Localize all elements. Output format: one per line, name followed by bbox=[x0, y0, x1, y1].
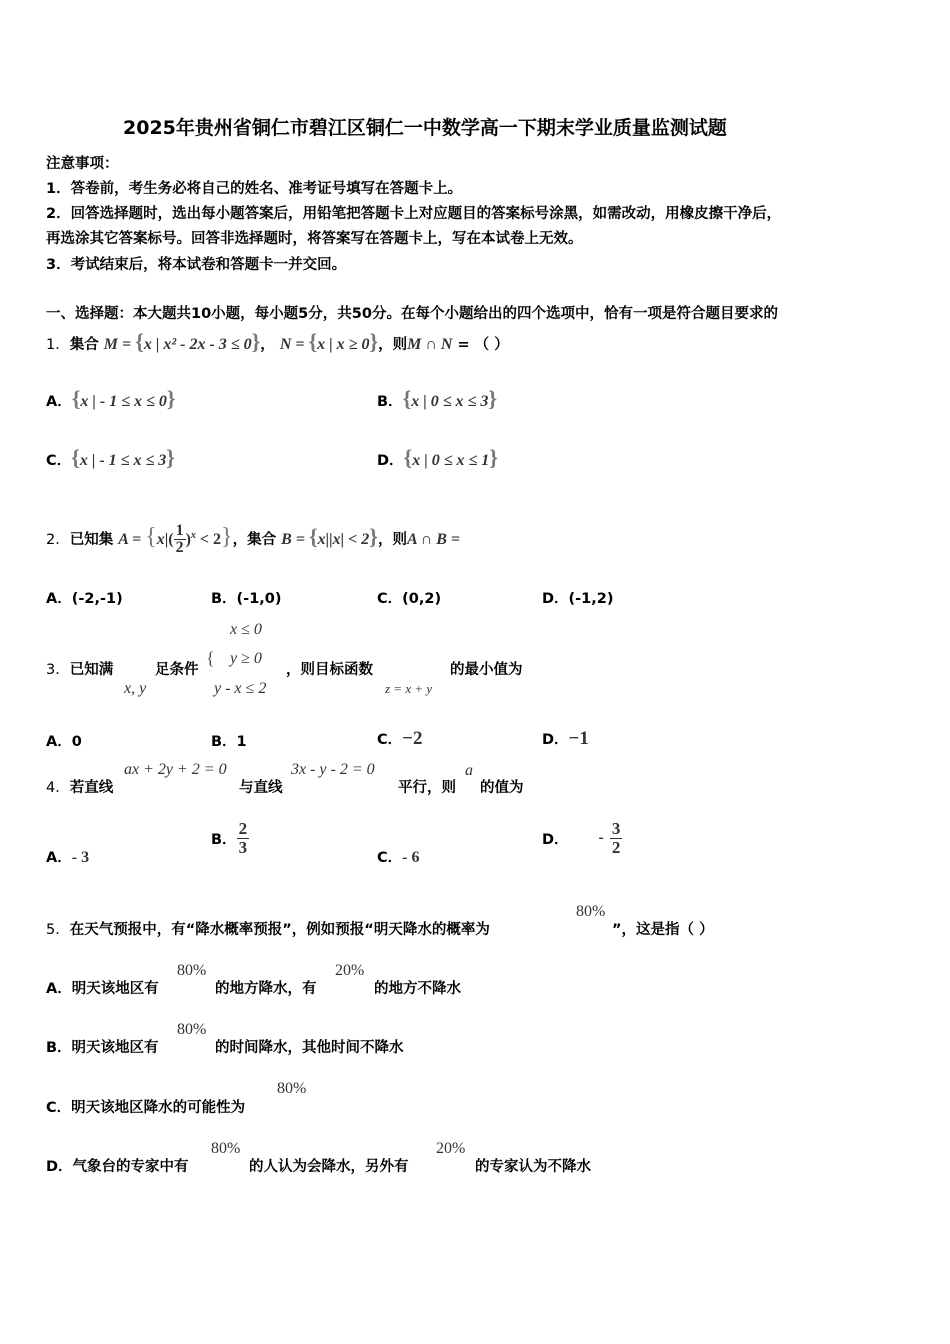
brace: } bbox=[166, 445, 175, 470]
brace: { bbox=[71, 445, 80, 470]
math-M: M = bbox=[103, 336, 136, 353]
option-d[interactable]: D．(-1,2) bbox=[542, 591, 614, 607]
option-label: B． bbox=[377, 394, 403, 410]
page-title: 2025年贵州省铜仁市碧江区铜仁一中数学高一下期末学业质量监测试题 bbox=[123, 117, 727, 139]
comma: ， bbox=[260, 337, 275, 353]
math-set: x | - 1 ≤ x ≤ 3 bbox=[79, 452, 167, 469]
option-c[interactable] bbox=[377, 846, 419, 867]
option-text: 的专家认为不降水 bbox=[475, 1159, 591, 1175]
question-text: 与直线 bbox=[239, 780, 283, 796]
fraction-one-half bbox=[174, 523, 186, 558]
notice-item: 再选涂其它答案标号。回答非选择题时，将答案写在答题卡上，写在本试卷上无效。 bbox=[46, 231, 583, 247]
question-4-text bbox=[46, 776, 113, 797]
brace: { bbox=[145, 523, 157, 550]
option-c[interactable] bbox=[377, 728, 422, 750]
option-d[interactable] bbox=[377, 441, 498, 478]
fraction-denominator: 2 bbox=[175, 539, 184, 557]
fraction-denominator: 3 bbox=[238, 837, 248, 857]
fraction-three-halves bbox=[610, 820, 623, 857]
option-d[interactable]: D．气象台的专家中有 bbox=[46, 1159, 189, 1175]
math-N: N = bbox=[279, 336, 309, 353]
constraint-3: y - x ≤ 2 bbox=[214, 680, 267, 697]
math-set: x | 0 ≤ x ≤ 3 bbox=[411, 393, 489, 410]
notice-item: 1．答卷前，考生务必将自己的姓名、准考证号填写在答题卡上。 bbox=[46, 181, 463, 197]
math-A: A = bbox=[118, 530, 146, 548]
math-minus: - bbox=[598, 829, 604, 847]
option-b[interactable] bbox=[211, 820, 249, 857]
math-value: - 3 bbox=[71, 849, 90, 866]
fraction-numerator: 2 bbox=[238, 819, 248, 838]
brace: } bbox=[369, 523, 378, 549]
option-b[interactable]: B．明天该地区有 bbox=[46, 1040, 159, 1056]
option-a[interactable]: A．明天该地区有 bbox=[46, 981, 159, 997]
question-text: 已知满 bbox=[69, 662, 114, 678]
brace: } bbox=[166, 386, 176, 411]
math-intersection: A ∩ B = bbox=[406, 530, 461, 548]
question-text: 平行，则 bbox=[398, 780, 456, 796]
percent-value: 80% bbox=[177, 1021, 207, 1038]
question-1 bbox=[46, 325, 509, 362]
brace: { bbox=[403, 445, 413, 470]
question-number: 5． bbox=[46, 922, 70, 938]
question-text: ”，这是指（ ） bbox=[612, 922, 714, 938]
constraint-1: x ≤ 0 bbox=[230, 621, 262, 638]
question-text: = （ ） bbox=[452, 337, 509, 353]
brace: } bbox=[251, 329, 261, 354]
brace: { bbox=[71, 386, 81, 411]
math-inequality: < 2 bbox=[195, 530, 222, 548]
percent-value: 80% bbox=[576, 903, 606, 920]
math-exponent: x bbox=[190, 530, 196, 541]
question-number: 4． bbox=[46, 780, 70, 796]
brace: { bbox=[308, 523, 318, 549]
brace: } bbox=[221, 523, 233, 550]
brace: } bbox=[369, 329, 379, 354]
math-x: x bbox=[156, 530, 165, 548]
option-text: 的地方降水，有 bbox=[215, 981, 317, 997]
option-label: D． bbox=[542, 831, 569, 848]
math-value: −2 bbox=[402, 728, 423, 749]
question-text: ，则目标函数 bbox=[286, 662, 373, 678]
question-5-text bbox=[46, 918, 490, 939]
question-text: 若直线 bbox=[69, 780, 114, 796]
math-paren: ( bbox=[168, 530, 174, 548]
option-b[interactable]: B．1 bbox=[211, 734, 247, 750]
question-2 bbox=[46, 512, 460, 564]
math-bar: | bbox=[164, 530, 169, 548]
math-set-B: x||x| < 2 bbox=[317, 530, 370, 548]
notice-item: 3．考试结束后，将本试卷和答题卡一并交回。 bbox=[46, 257, 347, 273]
math-set-N: x | x ≥ 0 bbox=[317, 336, 370, 353]
math-value: −1 bbox=[568, 728, 589, 749]
option-label: A． bbox=[46, 850, 72, 866]
notice-item: 2．回答选择题时，选出每小题答案后，用铅笔把答题卡上对应题目的答案标号涂黑，如需改动，用橡皮擦干净后， bbox=[46, 206, 782, 222]
brace: { bbox=[308, 329, 318, 354]
fraction-two-thirds bbox=[237, 820, 250, 857]
math-set-M: x | x² - 2x - 3 ≤ 0 bbox=[143, 336, 252, 353]
percent-value: 20% bbox=[335, 962, 365, 979]
option-label: C． bbox=[46, 453, 72, 469]
question-text: 足条件 bbox=[155, 662, 199, 678]
option-label: A． bbox=[46, 394, 72, 410]
question-number: 3． bbox=[46, 662, 70, 678]
fraction-denominator: 2 bbox=[611, 837, 621, 857]
math-B: B = bbox=[281, 530, 309, 548]
percent-value: 20% bbox=[436, 1140, 466, 1157]
option-label: B． bbox=[211, 831, 237, 848]
math-set: x | - 1 ≤ x ≤ 0 bbox=[80, 393, 167, 410]
question-text: 的值为 bbox=[480, 780, 524, 796]
option-a[interactable] bbox=[46, 382, 176, 419]
brace: { bbox=[402, 386, 412, 411]
percent-value: 80% bbox=[177, 962, 207, 979]
math-a: a bbox=[465, 762, 473, 779]
option-d[interactable] bbox=[542, 728, 589, 750]
line-2-equation: 3x - y - 2 = 0 bbox=[291, 761, 375, 778]
option-c[interactable] bbox=[46, 441, 175, 478]
fraction-numerator: 3 bbox=[611, 819, 621, 838]
question-3-text bbox=[46, 658, 113, 679]
math-value: - 6 bbox=[402, 849, 420, 866]
brace: } bbox=[488, 386, 497, 411]
option-c[interactable]: C．明天该地区降水的可能性为 bbox=[46, 1100, 246, 1116]
option-label: C． bbox=[377, 732, 403, 748]
question-text: ，集合 bbox=[232, 531, 277, 548]
option-label: C． bbox=[377, 850, 403, 866]
question-text: ，则 bbox=[377, 531, 407, 548]
option-text: 的时间降水，其他时间不降水 bbox=[215, 1040, 404, 1056]
math-xy: x, y bbox=[124, 680, 147, 697]
option-b[interactable]: B．(-1,0) bbox=[211, 591, 282, 607]
option-label: D． bbox=[377, 453, 404, 469]
option-label: D． bbox=[542, 732, 569, 748]
question-number: 2． bbox=[46, 531, 70, 548]
question-text: ，则 bbox=[378, 337, 408, 353]
option-a[interactable] bbox=[46, 846, 89, 867]
option-text: 的地方不降水 bbox=[374, 981, 461, 997]
brace: } bbox=[489, 445, 498, 470]
brace: { bbox=[206, 648, 215, 668]
question-number: 1． bbox=[46, 337, 70, 353]
percent-value: 80% bbox=[211, 1140, 241, 1157]
math-intersection: M ∩ N bbox=[407, 336, 453, 353]
math-paren: ) bbox=[185, 530, 191, 548]
option-d[interactable] bbox=[542, 820, 622, 857]
brace: { bbox=[135, 329, 144, 354]
math-set: x | 0 ≤ x ≤ 1 bbox=[412, 452, 490, 469]
option-text: 的人认为会降水，另外有 bbox=[249, 1159, 409, 1175]
question-text: 集合 bbox=[69, 337, 99, 353]
objective-function: z = x + y bbox=[385, 681, 433, 696]
line-1-equation: ax + 2y + 2 = 0 bbox=[124, 761, 227, 778]
section-heading: 一、选择题：本大题共10小题，每小题5分，共50分。在每个小题给出的四个选项中，恰有一项是符合题目要求的 bbox=[46, 306, 778, 322]
option-c[interactable]: C．(0,2) bbox=[377, 591, 442, 607]
question-text: 已知集 bbox=[69, 531, 114, 548]
question-text: 在天气预报中，有“降水概率预报”，例如预报“明天降水的概率为 bbox=[69, 922, 490, 938]
option-a[interactable]: A．0 bbox=[46, 734, 82, 750]
percent-value: 80% bbox=[277, 1080, 307, 1097]
question-text: 的最小值为 bbox=[450, 662, 523, 678]
fraction-numerator: 1 bbox=[175, 521, 184, 539]
option-a[interactable]: A．(-2,-1) bbox=[46, 591, 123, 607]
notice-heading: 注意事项： bbox=[46, 156, 119, 172]
constraint-2: y ≥ 0 bbox=[230, 650, 262, 667]
option-b[interactable] bbox=[377, 382, 497, 419]
